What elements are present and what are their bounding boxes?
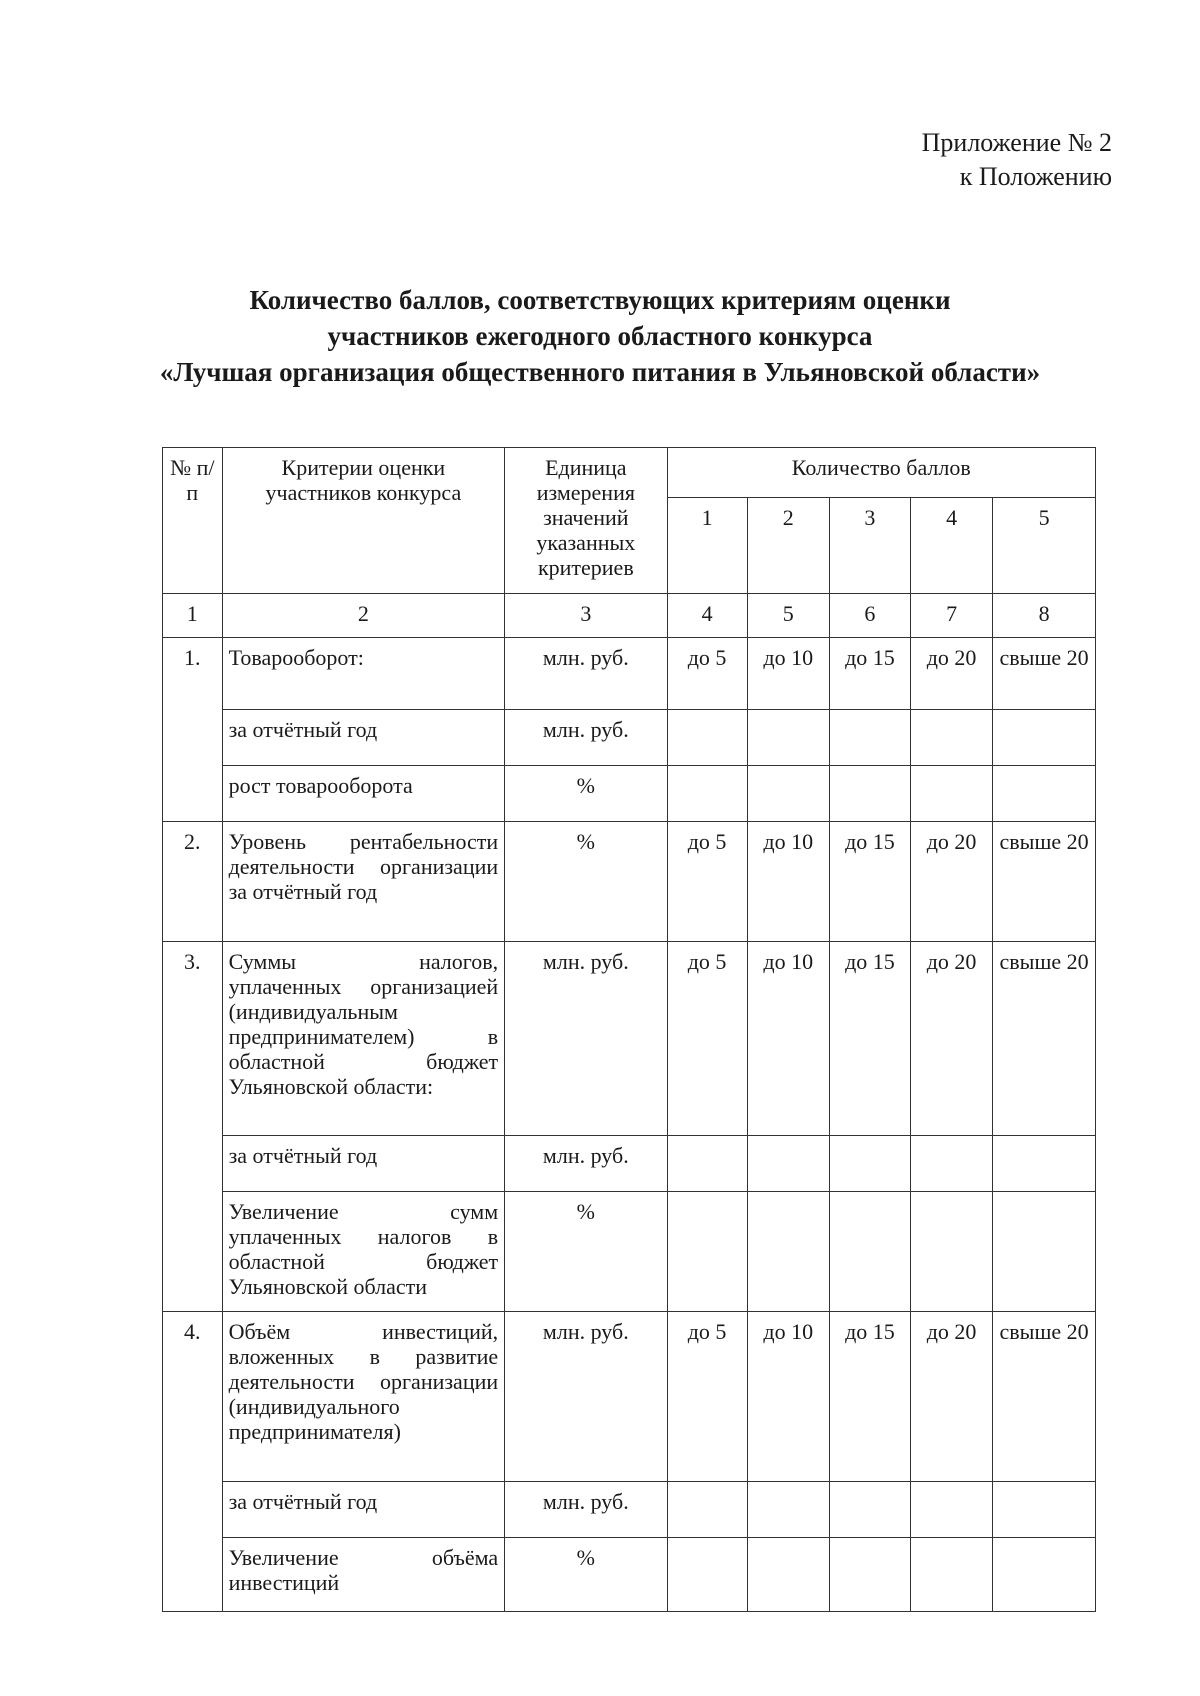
empty-cell [667, 1192, 747, 1312]
empty-cell [747, 766, 829, 822]
empty-cell [829, 1482, 910, 1538]
score-cell: свыше 20 [993, 638, 1096, 710]
annex-header [922, 126, 1112, 194]
score-cell: до 20 [911, 638, 993, 710]
table-subrow [163, 766, 1096, 822]
header-unit: Единица измерения значений указанных критериев [505, 448, 667, 594]
empty-cell [829, 1538, 910, 1612]
empty-cell [667, 1136, 747, 1192]
empty-cell [829, 1136, 910, 1192]
score-cell: свыше 20 [993, 1312, 1096, 1482]
empty-cell [993, 766, 1096, 822]
empty-cell [667, 766, 747, 822]
subrow-unit: млн. руб. [505, 710, 667, 766]
score-cell: свыше 20 [993, 942, 1096, 1136]
empty-cell [993, 1482, 1096, 1538]
empty-cell [667, 1538, 747, 1612]
score-cell: до 20 [911, 1312, 993, 1482]
score-cell: до 5 [667, 1312, 747, 1482]
subrow-criterion: за отчётный год [222, 1482, 505, 1538]
col-num: 5 [747, 594, 829, 638]
subrow-criterion: рост товарооборота [222, 766, 505, 822]
title-line-3: «Лучшая организация общественного питания в Ульяновской области» [159, 357, 1041, 387]
row-criterion: Уровень рентабельности деятельности организации за отчётный год [222, 822, 505, 942]
table-subrow [163, 1192, 1096, 1312]
row-num: 1. [163, 638, 223, 822]
score-cell: до 20 [911, 942, 993, 1136]
title-line-1: Количество баллов, соответствующих критериям оценки [249, 285, 951, 315]
empty-cell [993, 1136, 1096, 1192]
row-criterion: Объём инвестиций, вложенных в развитие деятельности организации (индивидуального предпринимателя) [222, 1312, 505, 1482]
score-cell: до 15 [829, 822, 910, 942]
score-cell: до 15 [829, 1312, 910, 1482]
row-num: 4. [163, 1312, 223, 1612]
table-subrow [163, 710, 1096, 766]
empty-cell [911, 710, 993, 766]
table-row [163, 638, 1096, 710]
subrow-unit: млн. руб. [505, 1482, 667, 1538]
table-row [163, 822, 1096, 942]
title-line-2: участников ежегодного областного конкурса [327, 321, 873, 351]
subrow-unit: % [505, 766, 667, 822]
empty-cell [829, 1192, 910, 1312]
row-unit: % [505, 822, 667, 942]
col-num: 6 [829, 594, 910, 638]
header-point-5: 5 [993, 498, 1096, 594]
subrow-unit: % [505, 1538, 667, 1612]
header-row [163, 448, 1096, 498]
col-num: 3 [505, 594, 667, 638]
subrow-criterion: за отчётный год [222, 710, 505, 766]
subrow-criterion: Увеличение объёма инвестиций [222, 1538, 505, 1612]
col-num: 8 [993, 594, 1096, 638]
row-unit: млн. руб. [505, 638, 667, 710]
table-subrow [163, 1482, 1096, 1538]
row-num: 2. [163, 822, 223, 942]
empty-cell [911, 1482, 993, 1538]
table-row [163, 942, 1096, 1136]
column-number-row [163, 594, 1096, 638]
subrow-criterion: за отчётный год [222, 1136, 505, 1192]
score-cell: свыше 20 [993, 822, 1096, 942]
empty-cell [829, 710, 910, 766]
col-num: 7 [911, 594, 993, 638]
score-cell: до 5 [667, 822, 747, 942]
header-points: Количество баллов [667, 448, 1096, 498]
empty-cell [911, 1192, 993, 1312]
score-cell: до 10 [747, 822, 829, 942]
empty-cell [667, 710, 747, 766]
col-num: 2 [222, 594, 505, 638]
empty-cell [747, 710, 829, 766]
score-cell: до 15 [829, 638, 910, 710]
col-num: 4 [667, 594, 747, 638]
empty-cell [747, 1192, 829, 1312]
header-point-3: 3 [829, 498, 910, 594]
row-num: 3. [163, 942, 223, 1312]
col-num: 1 [163, 594, 223, 638]
empty-cell [747, 1482, 829, 1538]
score-cell: до 15 [829, 942, 910, 1136]
table-row [163, 1312, 1096, 1482]
header-criteria: Критерии оценки участников конкурса [222, 448, 505, 594]
annex-reference: к Положению [959, 162, 1112, 191]
table-subrow [163, 1136, 1096, 1192]
annex-number: Приложение № 2 [921, 128, 1112, 157]
empty-cell [747, 1538, 829, 1612]
score-cell: до 10 [747, 942, 829, 1136]
row-criterion: Суммы налогов, уплаченных организацией (индивидуальным предпринимателем) в областной бюджет Ульяновской области: [222, 942, 505, 1136]
empty-cell [747, 1136, 829, 1192]
row-unit: млн. руб. [505, 942, 667, 1136]
row-unit: млн. руб. [505, 1312, 667, 1482]
score-cell: до 20 [911, 822, 993, 942]
header-point-2: 2 [747, 498, 829, 594]
document-title [0, 282, 1200, 390]
empty-cell [993, 1538, 1096, 1612]
table-subrow [163, 1538, 1096, 1612]
empty-cell [911, 1136, 993, 1192]
empty-cell [911, 1538, 993, 1612]
empty-cell [667, 1482, 747, 1538]
score-cell: до 5 [667, 638, 747, 710]
empty-cell [829, 766, 910, 822]
score-cell: до 5 [667, 942, 747, 1136]
criteria-table [162, 447, 1096, 1612]
empty-cell [993, 1192, 1096, 1312]
score-cell: до 10 [747, 1312, 829, 1482]
header-point-4: 4 [911, 498, 993, 594]
empty-cell [993, 710, 1096, 766]
subrow-unit: % [505, 1192, 667, 1312]
score-cell: до 10 [747, 638, 829, 710]
subrow-criterion: Увеличение сумм уплаченных налогов в областной бюджет Ульяновской области [222, 1192, 505, 1312]
subrow-unit: млн. руб. [505, 1136, 667, 1192]
empty-cell [911, 766, 993, 822]
row-criterion: Товарооборот: [222, 638, 505, 710]
header-num: № п/п [163, 448, 223, 594]
header-point-1: 1 [667, 498, 747, 594]
